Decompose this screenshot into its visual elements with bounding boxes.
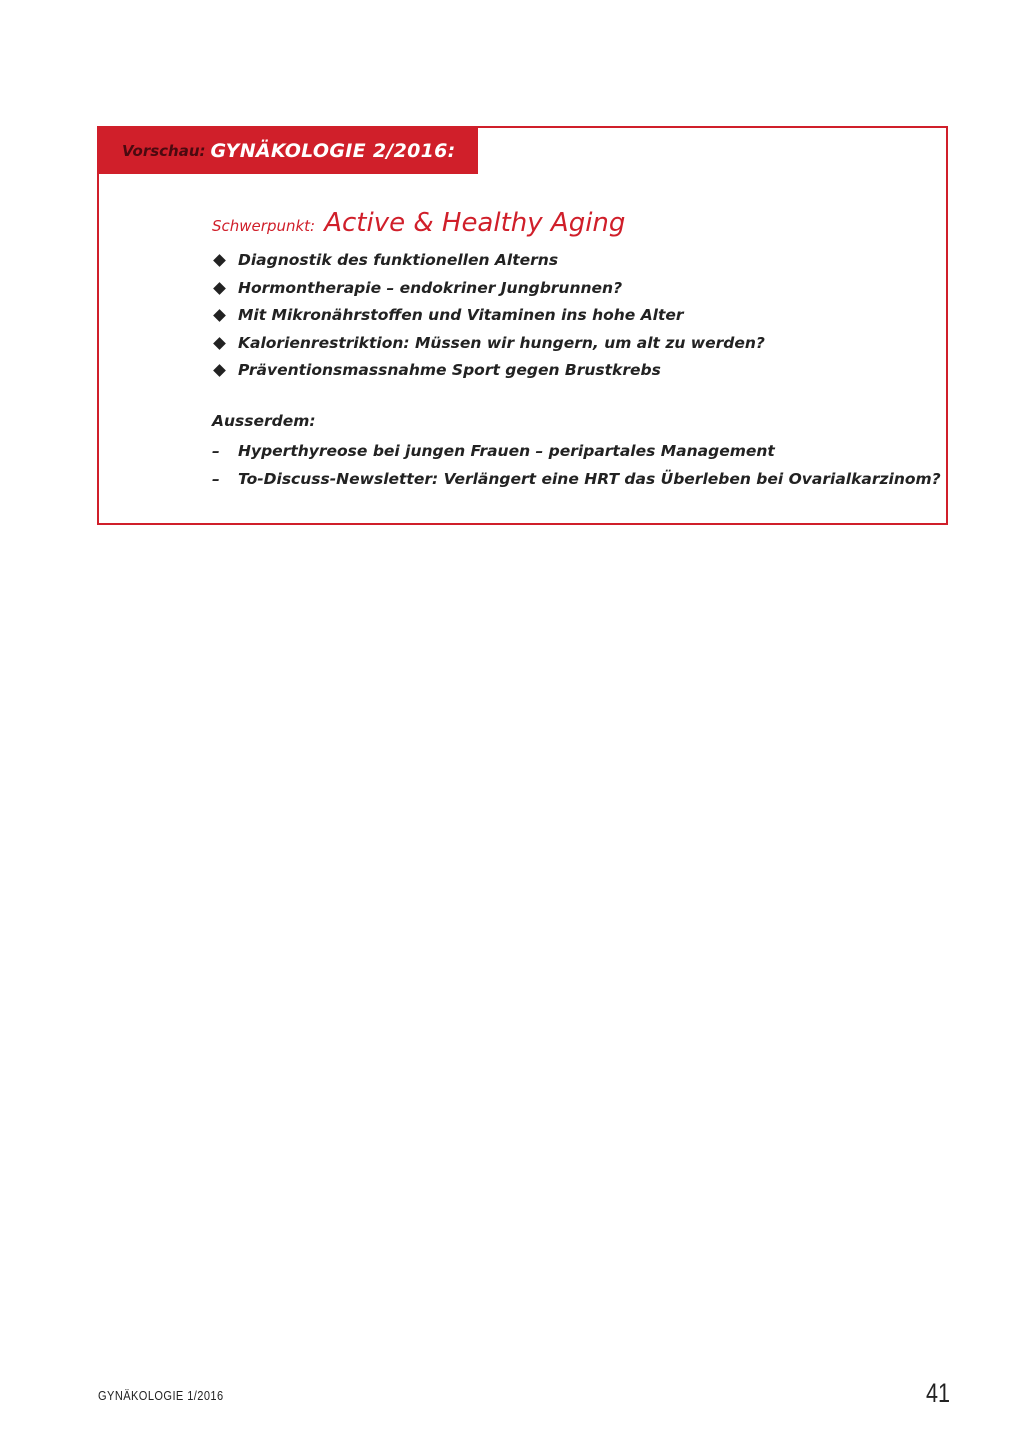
list-item-text: To-Discuss-Newsletter: Verlängert eine HRT das Überleben bei Ovarialkarzinom? [238, 469, 941, 488]
diamond-bullet-icon [213, 282, 226, 295]
footer-journal: GYNÄKOLOGIE 1/2016 [98, 1388, 224, 1403]
list-item-text: Hyperthyreose bei jungen Frauen – peripartales Management [238, 442, 775, 460]
list-item-text: Präventionsmassnahme Sport gegen Brustkrebs [238, 361, 661, 379]
preview-box [97, 126, 948, 525]
dash-bullet: – [212, 469, 220, 488]
diamond-bullet-icon [213, 309, 226, 322]
dash-bullet: – [212, 442, 220, 460]
diamond-bullet-icon [213, 364, 226, 377]
list-item [212, 247, 765, 275]
also-heading: Ausserdem: [212, 412, 316, 430]
also-topic-list [212, 438, 941, 493]
list-item [212, 302, 765, 330]
list-item-text: Mit Mikronährstoffen und Vitaminen ins hohe Alter [238, 306, 684, 324]
diamond-bullet-icon [213, 337, 226, 350]
focus-heading [212, 208, 625, 238]
list-item [212, 330, 765, 358]
list-item [212, 357, 765, 385]
preview-title: GYNÄKOLOGIE 2/2016: [210, 140, 456, 162]
focus-title: Active & Healthy Aging [324, 208, 626, 238]
focus-prefix: Schwerpunkt: [212, 217, 316, 235]
list-item [212, 466, 941, 494]
list-item-text: Diagnostik des funktionellen Alterns [238, 251, 559, 269]
diamond-bullet-icon [213, 254, 226, 267]
list-item-text: Hormontherapie – endokriner Jungbrunnen? [238, 278, 623, 297]
list-item-text: Kalorienrestriktion: Müssen wir hungern, um alt zu werden? [238, 333, 765, 352]
page-number: 41 [925, 1378, 950, 1408]
list-item [212, 275, 765, 303]
list-item [212, 438, 941, 466]
focus-topic-list [212, 247, 765, 385]
preview-header [99, 128, 478, 174]
preview-prefix: Vorschau: [122, 142, 206, 160]
